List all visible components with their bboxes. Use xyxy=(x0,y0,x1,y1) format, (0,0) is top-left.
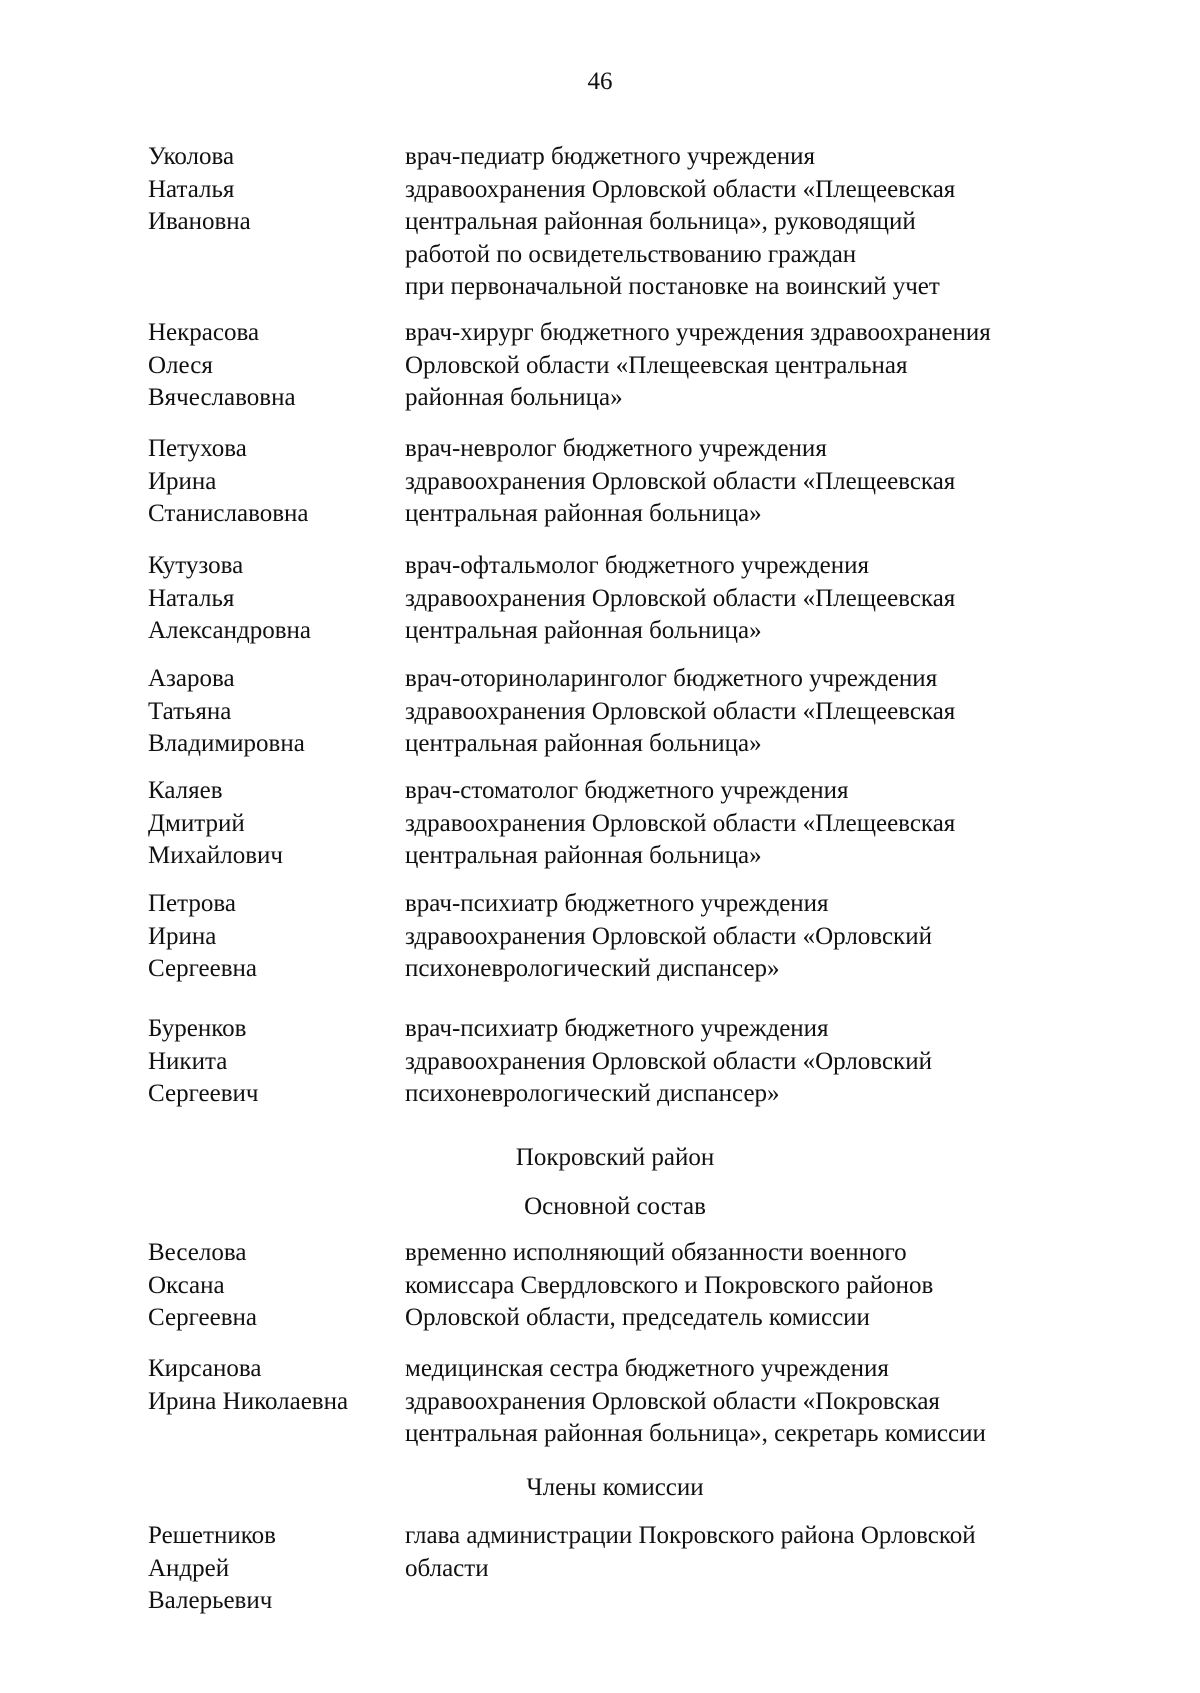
position-line: врач-хирург бюджетного учреждения здравоохранения xyxy=(405,319,991,346)
name-line: Ирина xyxy=(148,467,217,495)
name-line: Наталья xyxy=(148,584,235,612)
name-line: Ирина xyxy=(148,922,217,950)
name-line: Вячеславовна xyxy=(148,384,296,411)
name-line: Михайлович xyxy=(148,842,283,869)
member-position xyxy=(405,433,955,531)
name-line: Решетников xyxy=(148,1522,276,1549)
member-name xyxy=(148,1013,258,1111)
position-line: работой по освидетельствованию граждан xyxy=(405,240,857,268)
member-name xyxy=(148,433,309,531)
position-line: районная больница» xyxy=(405,384,623,411)
position-line: психоневрологический диспансер» xyxy=(405,955,780,982)
name-line: Наталья xyxy=(148,175,235,203)
position-line: врач-педиатр бюджетного учреждения xyxy=(405,143,816,170)
position-line: медицинская сестра бюджетного учреждения xyxy=(405,1355,889,1382)
member-name xyxy=(148,141,251,239)
position-line: временно исполняющий обязанности военного xyxy=(405,1239,907,1266)
name-line: Уколова xyxy=(148,143,235,170)
name-line: Никита xyxy=(148,1047,228,1075)
position-line: центральная районная больница», секретарь комиссии xyxy=(405,1420,986,1447)
name-line: Станиславовна xyxy=(148,500,309,527)
member-position xyxy=(405,888,932,986)
position-line: глава администрации Покровского района Орловской xyxy=(405,1522,976,1549)
position-line: здравоохранения Орловской области «Плещеевская xyxy=(405,697,956,725)
page-number: 46 xyxy=(587,68,613,95)
member-position xyxy=(405,775,955,873)
position-line: центральная районная больница» xyxy=(405,500,762,527)
name-line: Сергеевич xyxy=(148,1080,259,1107)
name-line: Валерьевич xyxy=(148,1587,273,1614)
position-line: здравоохранения Орловской области «Плещеевская xyxy=(405,175,956,203)
name-line: Ирина Николаевна xyxy=(148,1387,349,1415)
position-line: Орловской области «Плещеевская центральная xyxy=(405,351,908,379)
member-name xyxy=(148,1520,276,1618)
position-line: при первоначальной постановке на воинский учет xyxy=(405,273,940,300)
member-name xyxy=(148,888,257,986)
name-line: Дмитрий xyxy=(148,809,245,837)
position-line: здравоохранения Орловской области «Орловский xyxy=(405,922,932,950)
position-line: врач-психиатр бюджетного учреждения xyxy=(405,890,829,917)
member-position xyxy=(405,141,955,304)
position-line: врач-психиатр бюджетного учреждения xyxy=(405,1015,829,1042)
position-line: здравоохранения Орловской области «Плещеевская xyxy=(405,584,956,612)
name-line: Александровна xyxy=(148,617,312,644)
member-name xyxy=(148,317,296,415)
member-name xyxy=(148,1237,257,1335)
position-line: комиссара Свердловского и Покровского районов xyxy=(405,1271,934,1299)
position-line: центральная районная больница», руководящий xyxy=(405,208,916,235)
position-line: врач-невролог бюджетного учреждения xyxy=(405,435,827,462)
name-line: Кирсанова xyxy=(148,1355,262,1382)
position-line: области xyxy=(405,1554,489,1582)
member-name xyxy=(148,663,305,761)
name-line: Азарова xyxy=(148,665,235,692)
name-line: Татьяна xyxy=(148,697,232,725)
position-line: здравоохранения Орловской области «Покровская xyxy=(405,1387,940,1415)
name-line: Олеся xyxy=(148,351,213,379)
member-position xyxy=(405,550,955,648)
position-line: врач-офтальмолог бюджетного учреждения xyxy=(405,552,869,579)
name-line: Некрасова xyxy=(148,319,260,346)
name-line: Владимировна xyxy=(148,730,305,757)
position-line: здравоохранения Орловской области «Орловский xyxy=(405,1047,932,1075)
name-line: Сергеевна xyxy=(148,1304,257,1331)
name-line: Ивановна xyxy=(148,208,251,235)
members-title: Члены комиссии xyxy=(526,1474,704,1501)
name-line: Оксана xyxy=(148,1271,225,1299)
member-name xyxy=(148,550,311,648)
name-line: Петухова xyxy=(148,435,247,462)
name-line: Буренков xyxy=(148,1015,247,1042)
position-line: врач-оториноларинголог бюджетного учреждения xyxy=(405,665,938,692)
main-composition-title: Основной состав xyxy=(524,1193,706,1220)
position-line: центральная районная больница» xyxy=(405,617,762,644)
member-position xyxy=(405,1237,933,1335)
name-line: Каляев xyxy=(148,777,223,804)
name-line: Андрей xyxy=(148,1554,230,1582)
position-line: здравоохранения Орловской области «Плещеевская xyxy=(405,809,956,837)
member-position xyxy=(405,1520,976,1585)
member-position xyxy=(405,317,991,415)
position-line: психоневрологический диспансер» xyxy=(405,1080,780,1107)
name-line: Петрова xyxy=(148,890,236,917)
member-position xyxy=(405,1353,986,1451)
position-line: Орловской области, председатель комиссии xyxy=(405,1304,870,1331)
name-line: Сергеевна xyxy=(148,955,257,982)
member-name xyxy=(148,1353,348,1418)
name-line: Кутузова xyxy=(148,552,244,579)
member-position xyxy=(405,1013,932,1111)
position-line: центральная районная больница» xyxy=(405,730,762,757)
section-title: Покровский район xyxy=(515,1144,715,1171)
position-line: здравоохранения Орловской области «Плещеевская xyxy=(405,467,956,495)
position-line: врач-стоматолог бюджетного учреждения xyxy=(405,777,849,804)
name-line: Веселова xyxy=(148,1239,247,1266)
member-position xyxy=(405,663,955,761)
member-name xyxy=(148,775,283,873)
position-line: центральная районная больница» xyxy=(405,842,762,869)
